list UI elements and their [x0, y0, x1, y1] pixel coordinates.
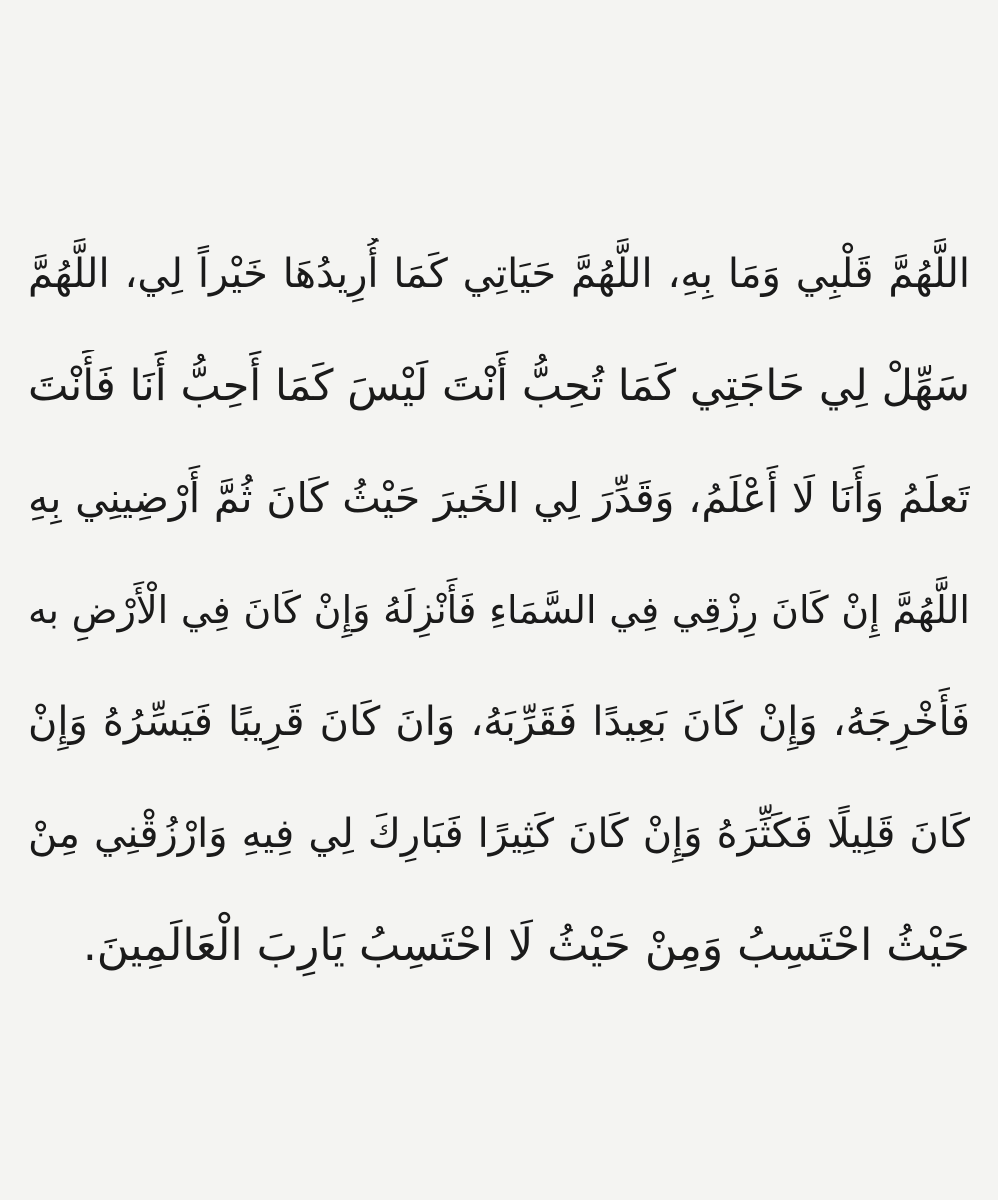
- text-line-3: تَعلَمُ وَأَنَا لَا أَعْلَمُ، وَقَدِّرَ لِي الخَيرَ حَيْثُ كَانَ ثُمَّ أَرْضِينِي بِهِ: [28, 474, 970, 522]
- prayer-text: [28, 238, 970, 1022]
- text-line-2: سَهِّلْ لِي حَاجَتِي كَمَا تُحِبُّ أَنْتَ لَيْسَ كَمَا أَحِبُّ أَنَا فَأَنْتَ: [28, 361, 970, 411]
- text-line-1: اللَّهُمَّ قَلْبِي وَمَا بِهِ، اللَّهُمَّ حَيَاتِي كَمَا أُرِيدُهَا خَيْراً لِي، اللَّهُمَّ: [28, 251, 970, 297]
- text-line-7: حَيْثُ احْتَسِبُ وَمِنْ حَيْثُ لَا احْتَسِبُ يَارِبَ الْعَالَمِينَ.: [82, 920, 970, 971]
- text-line-6: كَانَ قَلِيلًا فَكَثِّرَهُ وَإِنْ كَانَ كَثِيرًا فَبَارِكَ لِي فِيهِ وَارْزُقْنِي مِنْ: [28, 811, 970, 857]
- text-line-5: فَأَخْرِجَهُ، وَإِنْ كَانَ بَعِيدًا فَقَرِّبَهُ، وَانَ كَانَ قَرِيبًا فَيَسِّرُهُ وَإِنْ: [28, 699, 970, 745]
- text-line-4: اللَّهُمَّ إِنْ كَانَ رِزْقِي فِي السَّمَاءِ فَأَنْزِلَهُ وَإِنْ كَانَ فِي الْأَرْضِ به: [28, 588, 970, 632]
